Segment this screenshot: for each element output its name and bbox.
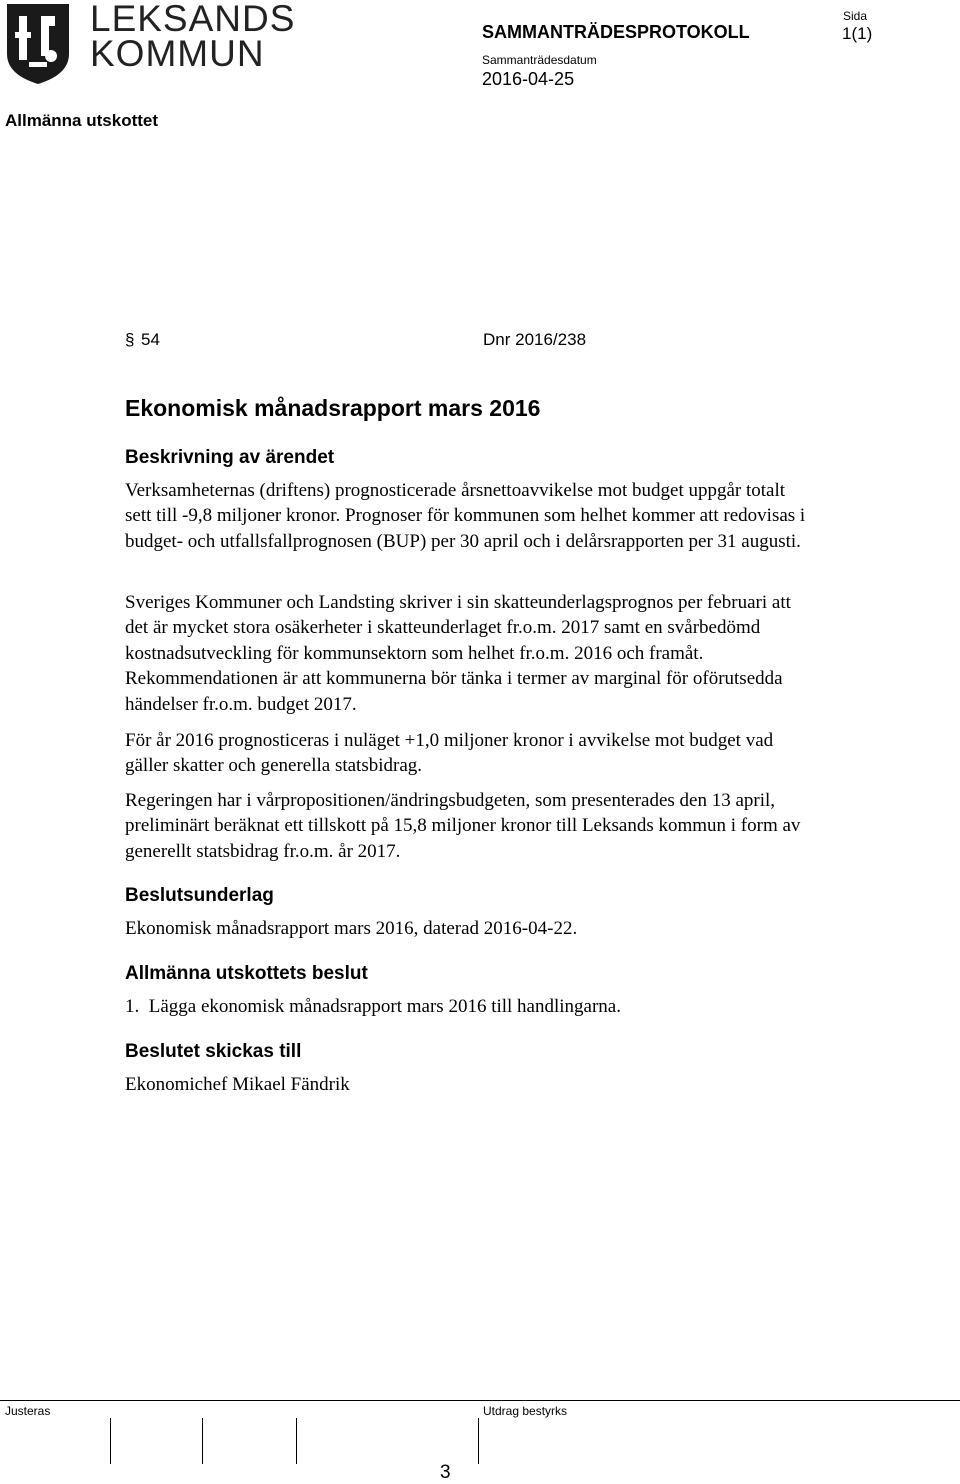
meeting-date: 2016-04-25 — [482, 69, 575, 89]
paragraph-4: Regeringen har i vårpropositionen/ändringsbudgeten, som presenterades den 13 april, preliminärt beräknat ett tillskott på 15,8 miljoner kronor till Leksands kommun i form av generellt statsbidrag fr.o.m. år 2017. — [125, 790, 801, 862]
meeting-date-label: Sammanträdesdatum — [482, 53, 597, 67]
logo-wordmark — [90, 0, 295, 72]
case-number: Dnr 2016/238 — [483, 330, 587, 349]
decision-item: 1. Lägga ekonomisk månadsrapport mars 2016 till handlingarna. — [125, 996, 621, 1017]
paragraph-2: Sveriges Kommuner och Landsting skriver i sin skatteunderlagsprognos per februari att det är mycket stora osäkerheter i skatteunderlaget fr.o.m. 2017 samt en svårbedömd kostnadsutveckling för kommunsektorn som helhet fr.o.m. 2016 och framåt. Rekommendationen är att kommunerna bör tänka i termer av marginal för oförutsedda händelser fr.o.m. budget 2017. — [125, 592, 791, 715]
footer-divider — [0, 1400, 960, 1401]
paragraph-sign: § — [125, 330, 135, 349]
municipal-crest-icon — [5, 2, 71, 86]
case-title: Ekonomisk månadsrapport mars 2016 — [125, 395, 541, 421]
decision-basis-text: Ekonomisk månadsrapport mars 2016, daterad 2016-04-22. — [125, 918, 578, 939]
signature-label: Justeras — [5, 1404, 51, 1418]
extract-certified-label: Utdrag bestyrks — [483, 1404, 568, 1418]
recipient-text: Ekonomichef Mikael Fändrik — [125, 1074, 350, 1095]
page-number: 3 — [440, 1462, 451, 1483]
signature-box-divider — [478, 1418, 479, 1464]
paragraph-1: Verksamheternas (driftens) prognosticerade årsnettoavvikelse mot budget uppgår totalt sett till -9,8 miljoner kronor. Prognoser för kommunen som helhet kommer att redovisas i budget- och utfallsfallprognosen (BUP) per 30 april och i delårsrapporten per 31 augusti. — [125, 480, 806, 552]
paragraph-number: 54 — [141, 330, 160, 349]
signature-box-divider — [202, 1418, 203, 1464]
heading-decision: Allmänna utskottets beslut — [125, 963, 368, 984]
heading-recipients: Beslutet skickas till — [125, 1041, 302, 1062]
signature-box-divider — [296, 1418, 297, 1464]
paragraph-3: För år 2016 prognosticeras i nuläget +1,0 miljoner kronor i avvikelse mot budget vad gäller skatter och generella statsbidrag. — [125, 730, 774, 777]
logo-line-2: KOMMUN — [90, 33, 265, 74]
committee-name: Allmänna utskottet — [5, 111, 159, 130]
logo-line-1: LEKSANDS — [90, 0, 296, 39]
page-label: Sida — [843, 9, 868, 23]
page-count: 1(1) — [842, 24, 873, 43]
document-type: SAMMANTRÄDESPROTOKOLL — [482, 22, 750, 42]
heading-decision-basis: Beslutsunderlag — [125, 885, 274, 906]
signature-box-divider — [110, 1418, 111, 1464]
heading-description: Beskrivning av ärendet — [125, 447, 335, 468]
